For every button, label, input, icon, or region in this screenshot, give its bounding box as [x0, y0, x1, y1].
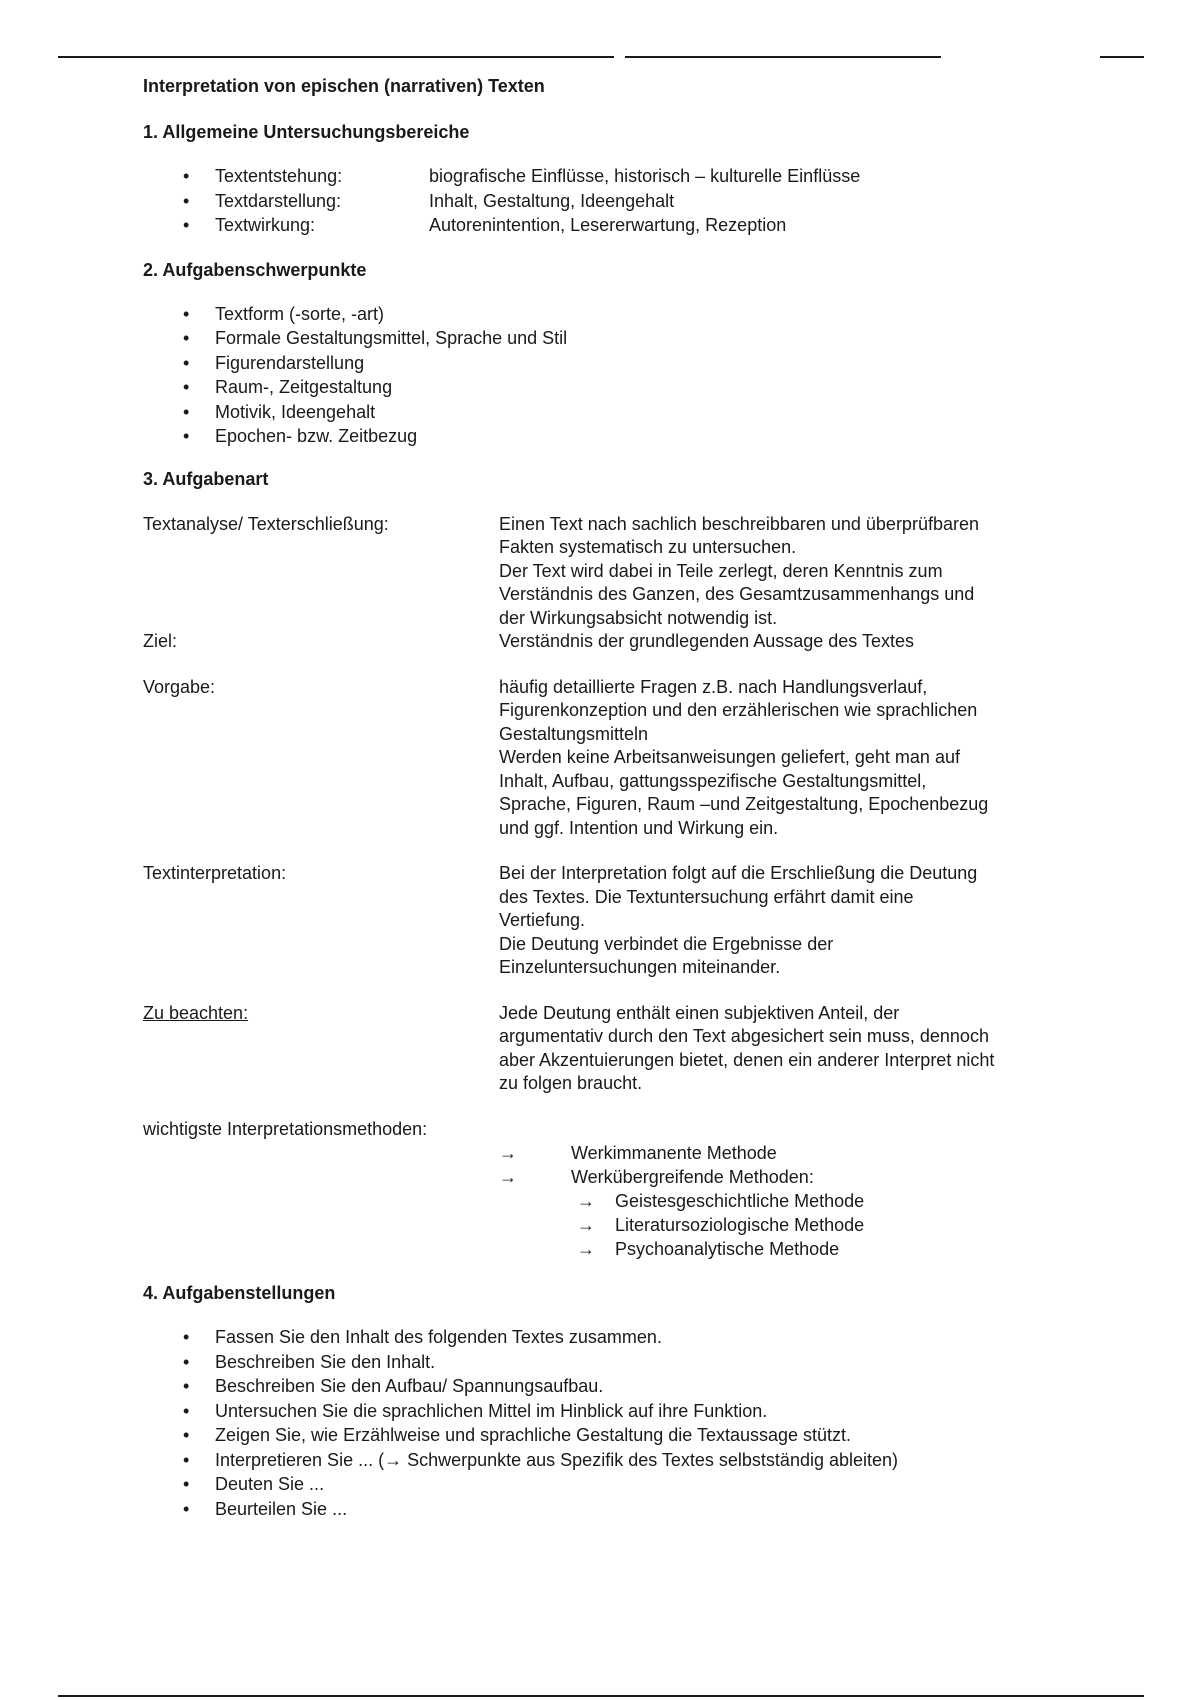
list-item: • Beurteilen Sie ...: [183, 1498, 348, 1519]
vorgabe-label: Vorgabe:: [143, 676, 216, 697]
submethoden-list: [143, 1189, 1083, 1261]
section3-heading: 3. Aufgabenart: [143, 468, 269, 489]
submethod-item: → Literatursoziologische Methode: [577, 1215, 865, 1235]
section4-list: [143, 1325, 1083, 1521]
list-item: • Motivik, Ideengehalt: [183, 401, 376, 422]
ziel-label: Ziel:: [143, 631, 178, 651]
document-page: [143, 74, 1083, 1541]
list-item: • Untersuchen Sie die sprachlichen Mittel im Hinblick auf ihre Funktion.: [183, 1400, 768, 1421]
list-item: • Epochen- bzw. Zeitbezug: [183, 426, 418, 446]
section1-heading: 1. Allgemeine Untersuchungsbereiche: [143, 122, 470, 142]
method-item: → Werkimmanente Methode: [499, 1143, 777, 1163]
ziel-text: Verständnis der grundlegenden Aussage des Textes: [499, 631, 914, 651]
section4-heading: 4. Aufgabenstellungen: [143, 1283, 336, 1303]
list-item: • Formale Gestaltungsmittel, Sprache und Stil: [183, 328, 568, 348]
arrow-right-icon: →: [499, 1143, 517, 1163]
list-item: • Raum-, Zeitgestaltung: [183, 377, 393, 397]
list-item: • Textentstehung: biografische Einflüsse, historisch – kulturelle Einflüsse: [183, 166, 861, 186]
textanalyse-label: Textanalyse/ Texterschließung:: [143, 513, 389, 534]
textanalyse-text: Einen Text nach sachlich beschreibbaren und überprüfbaren Fakten systematisch zu untersuchen. Der Text wird dabei in Teile zerlegt, deren Kenntnis zum Verständnis des Ganzen, des Gesamtzusammenhangs und der Wirkungsabsicht notwendig ist.: [499, 513, 979, 628]
beachten-row: [143, 1002, 1083, 1096]
vorgabe-row: [143, 676, 1083, 841]
section1-list: [143, 164, 1083, 238]
beachten-label: Zu beachten:: [143, 1002, 249, 1023]
list-item: • Zeigen Sie, wie Erzählweise und sprachliche Gestaltung die Textaussage stützt.: [183, 1425, 852, 1445]
ziel-row: [143, 630, 1083, 654]
methoden-list: [143, 1141, 1083, 1189]
arrow-right-icon: →: [577, 1239, 595, 1259]
list-item: • Textform (-sorte, -art): [183, 303, 385, 324]
list-item: • Deuten Sie ...: [183, 1474, 325, 1494]
interpretation-row: [143, 862, 1083, 980]
list-item: • Beschreiben Sie den Aufbau/ Spannungsaufbau.: [183, 1376, 604, 1396]
textanalyse-row: [143, 513, 1083, 631]
arrow-right-icon: →: [577, 1215, 595, 1235]
list-item: • Interpretieren Sie ... (→ Schwerpunkte aus Spezifik des Textes selbstständig ableiten): [183, 1449, 899, 1470]
arrow-right-icon: →: [499, 1167, 517, 1187]
method-item: → Werkübergreifende Methoden:: [499, 1167, 814, 1187]
methoden-label: wichtigste Interpretationsmethoden:: [143, 1118, 428, 1139]
list-item: • Figurendarstellung: [183, 352, 365, 373]
header-rule-left: [58, 56, 614, 58]
list-item: • Textwirkung: Autorenintention, Lesererwartung, Rezeption: [183, 215, 787, 235]
arrow-right-icon: →: [577, 1191, 595, 1211]
methoden-row: [143, 1118, 1083, 1142]
list-item: • Textdarstellung: Inhalt, Gestaltung, Ideengehalt: [183, 190, 675, 211]
interpretation-text: Bei der Interpretation folgt auf die Erschließung die Deutung des Textes. Die Textuntersuchung erfährt damit eine Vertiefung. Die Deutung verbindet die Ergebnisse der Einzeluntersuchungen miteinander.: [499, 863, 978, 977]
section2-heading: 2. Aufgabenschwerpunkte: [143, 259, 367, 280]
beachten-text: Jede Deutung enthält einen subjektiven Anteil, der argumentativ durch den Text abgesichert sein muss, dennoch aber Akzentuierungen bietet, denen ein anderer Interpret nicht zu folgen braucht.: [499, 1002, 995, 1093]
submethod-item: → Psychoanalytische Methode: [577, 1239, 840, 1259]
list-item: • Beschreiben Sie den Inhalt.: [183, 1351, 436, 1372]
document-title: Interpretation von epischen (narrativen) Texten: [143, 76, 545, 96]
interpretation-label: Textinterpretation:: [143, 863, 287, 883]
section2-list: [143, 302, 1083, 449]
vorgabe-text: häufig detaillierte Fragen z.B. nach Handlungsverlauf, Figurenkonzeption und den erzählerischen wie sprachlichen Gestaltungsmitteln Werden keine Arbeitsanweisungen geliefert, geht man auf Inhalt, Aufbau, gattungsspezifische Gestaltungsmittel, Sprache, Figuren, Raum –und Zeitgestaltung, Epochenbezug und ggf. Intention und Wirkung ein.: [499, 676, 989, 838]
header-rule-right: [1100, 56, 1144, 58]
footer-rule: [58, 1695, 1144, 1697]
submethod-item: → Geistesgeschichtliche Methode: [577, 1191, 865, 1211]
list-item: • Fassen Sie den Inhalt des folgenden Textes zusammen.: [183, 1327, 662, 1347]
header-rule-middle: [625, 56, 941, 58]
